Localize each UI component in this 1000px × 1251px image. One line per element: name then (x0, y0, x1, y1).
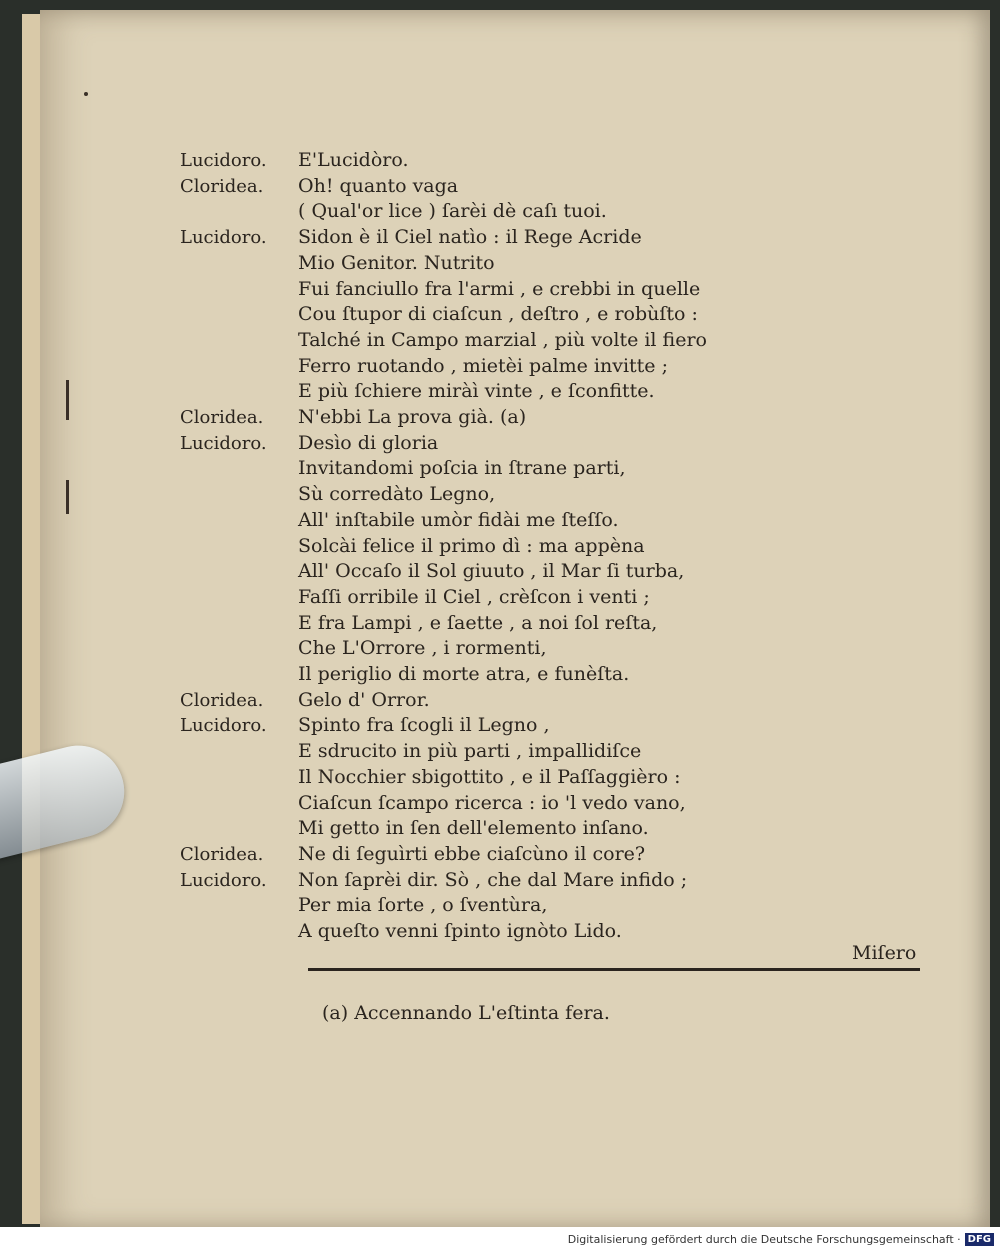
dialogue-line (180, 559, 800, 585)
verse-text: Non ſaprèi dir. Sò , che dal Mare infido ; (298, 868, 688, 891)
digitization-footer (0, 1227, 1000, 1251)
speaker-name: Lucidoro. (180, 227, 267, 249)
verse-text: Mi getto in ſen dell'elemento inſano. (298, 817, 649, 840)
dfg-logo: DFG (965, 1233, 994, 1246)
dialogue-line (180, 662, 800, 688)
speaker-name (180, 354, 298, 380)
speaker-name (180, 199, 298, 225)
verse-text: All' Occaſo il Sol giuuto , il Mar ſi turba, (298, 560, 685, 583)
verse-text: A queſto venni ſpinto ignòto Lido. (298, 920, 622, 943)
dialogue-line (180, 431, 800, 457)
dialogue-line (180, 174, 800, 200)
dialogue-line (180, 405, 800, 431)
speaker-name (180, 482, 298, 508)
speaker-name (180, 508, 298, 534)
verse-text: Ciaſcun ſcampo ricerca : io 'l vedo vano, (298, 791, 686, 814)
margin-mark (66, 380, 69, 420)
verse-text: Spinto fra ſcogli il Legno , (298, 714, 550, 737)
footnote-rule (308, 968, 920, 971)
dialogue-line (180, 225, 800, 251)
dialogue-line (180, 816, 800, 842)
verse-text: Sù corredàto Legno, (298, 483, 496, 506)
verse-text: Il periglio di morte atra, e funèſta. (298, 663, 630, 686)
dialogue-line (180, 328, 800, 354)
verse-text: ( Qual'or lice ) ſarèi dè caſı tuoi. (298, 200, 607, 223)
speaker-name: Cloridea. (180, 843, 264, 865)
speaker-name (180, 636, 298, 662)
speaker-name (180, 328, 298, 354)
speaker-name (180, 919, 298, 945)
margin-mark (66, 480, 69, 514)
verse-text: Cou ſtupor di ciaſcun , deſtro , e robùſto : (298, 303, 698, 326)
speaker-name (180, 585, 298, 611)
dialogue-line (180, 456, 800, 482)
dialogue-line (180, 482, 800, 508)
verse-text: Invitandomi poſcia in ſtrane parti, (298, 457, 626, 480)
verse-text: Desìo di gloria (298, 431, 439, 454)
footnote: (a) Accennando L'eſtinta fera. (322, 1002, 610, 1024)
dialogue-line (180, 302, 800, 328)
speaker-name (180, 739, 298, 765)
dialogue-line (180, 379, 800, 405)
speaker-name: Cloridea. (180, 175, 264, 197)
verse-text: Gelo d' Orror. (298, 688, 430, 711)
dialogue-line (180, 868, 800, 894)
verse-text: E fra Lampi , e ſaette , a noi ſol reſta, (298, 611, 658, 634)
verse-text: Faſſi orribile il Ciel , crèſcon i venti ; (298, 585, 650, 608)
verse-text: Solcài felice il primo dì : ma appèna (298, 534, 645, 557)
verse-text: Fui fanciullo fra l'armi , e crebbi in quelle (298, 277, 701, 300)
speaker-name (180, 611, 298, 637)
verse-text: N'ebbi La prova già. (a) (298, 406, 527, 429)
speaker-name (180, 816, 298, 842)
speaker-name (180, 791, 298, 817)
dialogue-line (180, 199, 800, 225)
dialogue-line (180, 611, 800, 637)
verse-text: Talché in Campo marzial , più volte il fiero (298, 328, 707, 351)
speaker-name (180, 251, 298, 277)
verse-text: Ne di ſeguìrti ebbe ciaſcùno il core? (298, 842, 646, 865)
speaker-name: Lucidoro. (180, 432, 267, 454)
verse-text: E'Lucidòro. (298, 149, 409, 171)
dialogue-line (180, 739, 800, 765)
dialogue-line (180, 251, 800, 277)
dialogue-line (180, 688, 800, 714)
speaker-name: Cloridea. (180, 407, 264, 429)
verse-text: Ferro ruotando , mietèi palme invitte ; (298, 354, 668, 377)
speaker-name: Lucidoro. (180, 869, 267, 891)
speaker-name (180, 456, 298, 482)
dialogue-line (180, 534, 800, 560)
speaker-name: Cloridea. (180, 689, 264, 711)
dialogue-line (180, 893, 800, 919)
speaker-name (180, 662, 298, 688)
dialogue-line (180, 354, 800, 380)
funding-credit: Digitalisierung gefördert durch die Deutsche Forschungsgemeinschaft · (567, 1232, 961, 1246)
speaker-name (180, 893, 298, 919)
ink-speck (84, 92, 88, 96)
dialogue-line (180, 148, 800, 174)
dialogue-line (180, 791, 800, 817)
catchword: Miſero (852, 942, 917, 964)
dialogue-block (180, 148, 800, 945)
speaker-name (180, 302, 298, 328)
speaker-name (180, 277, 298, 303)
verse-text: E sdrucito in più parti , impallidiſce (298, 740, 642, 763)
dialogue-line (180, 765, 800, 791)
dialogue-line (180, 508, 800, 534)
dialogue-line (180, 636, 800, 662)
dialogue-line (180, 277, 800, 303)
verse-text: Che L'Orrore , i rormenti, (298, 637, 547, 660)
dialogue-line (180, 919, 800, 945)
speaker-name: Lucidoro. (180, 150, 267, 171)
speaker-name (180, 559, 298, 585)
verse-text: E più ſchiere miràì vinte , e ſconfitte. (298, 380, 655, 403)
dialogue-line (180, 713, 800, 739)
speaker-name (180, 379, 298, 405)
speaker-name (180, 765, 298, 791)
dialogue-line (180, 585, 800, 611)
verse-text: Sidon è il Ciel natìo : il Rege Acride (298, 226, 642, 249)
verse-text: All' inſtabile umòr fidài me ſteſſo. (298, 508, 619, 531)
speaker-name (180, 534, 298, 560)
verse-text: Mio Genitor. Nutrito (298, 251, 495, 274)
verse-text: Il Nocchier sbigottito , e il Paſſaggièro : (298, 765, 681, 788)
dialogue-line (180, 842, 800, 868)
verse-text: Per mia ſorte , o ſventùra, (298, 894, 548, 917)
verse-text: Oh! quanto vaga (298, 174, 459, 197)
speaker-name: Lucidoro. (180, 715, 267, 737)
